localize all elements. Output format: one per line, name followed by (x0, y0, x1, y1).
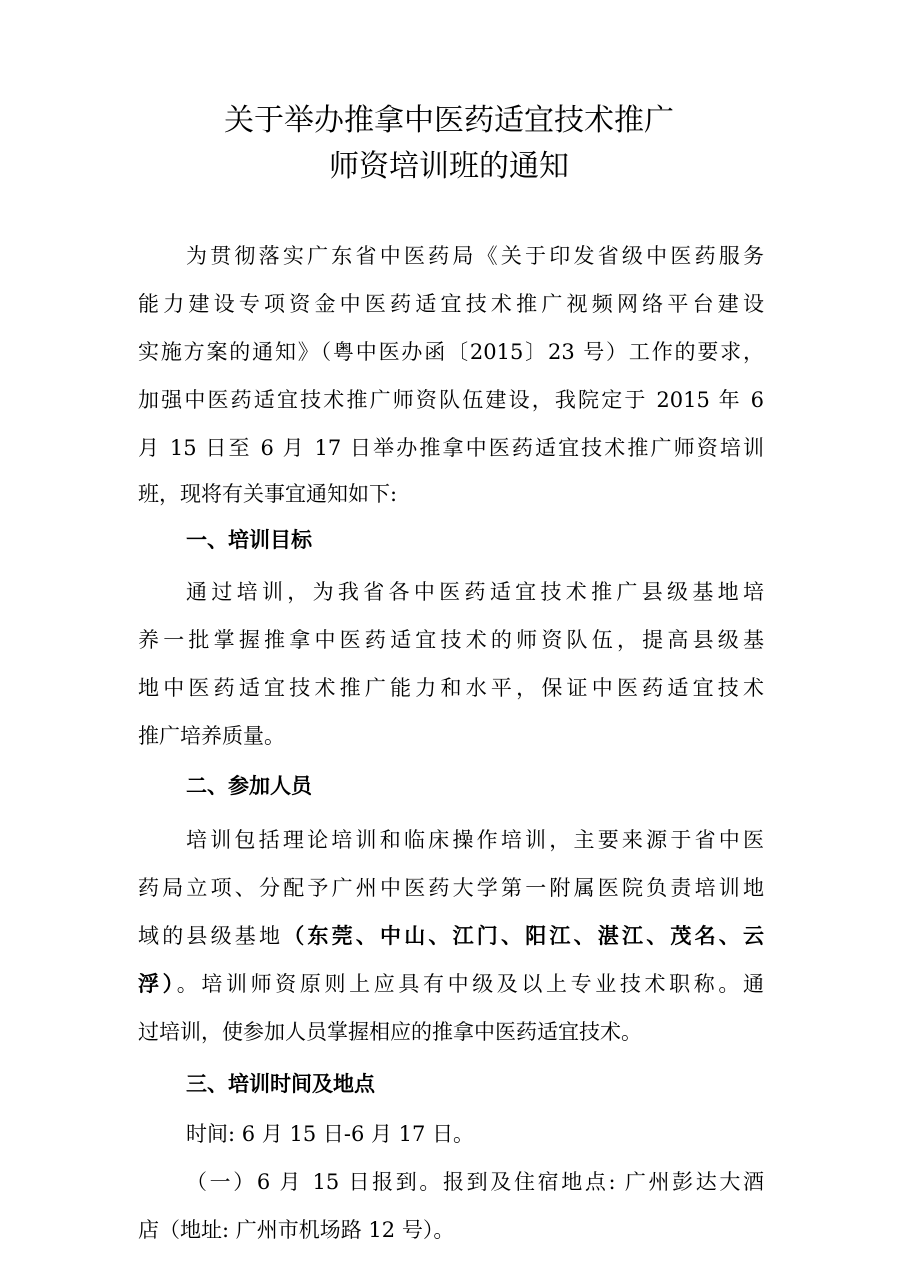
section2-line3-text: 域的县级基地 (138, 924, 284, 948)
document-title-line-2: 师资培训班的通知 (329, 149, 569, 184)
section2-line: 培训包括理论培训和临床操作培训，主要来源于省中医 (186, 828, 764, 852)
intro-line: 加强中医药适宜技术推广师资队伍建设，我院定于 2015 年 6 (138, 388, 764, 412)
section-heading-time-place: 三、培训时间及地点 (186, 1072, 375, 1096)
section1-line: 地中医药适宜技术推广能力和水平，保证中医药适宜技术 (138, 676, 764, 700)
cities-list-bold: （东莞、中山、江门、阳江、湛江、茂名、云 (283, 924, 764, 948)
cities-list-bold-end: 浮） (138, 972, 177, 996)
intro-line: 为贯彻落实广东省中医药局《关于印发省级中医药服务 (186, 244, 764, 268)
section-heading-training-goal: 一、培训目标 (186, 528, 312, 552)
intro-line: 实施方案的通知》（粤中医办函〔2015〕23 号）工作的要求， (138, 340, 764, 364)
intro-line: 能力建设专项资金中医药适宜技术推广视频网络平台建设 (138, 292, 764, 316)
intro-line: 班，现将有关事宜通知如下: (138, 482, 398, 506)
section1-line: 养一批掌握推拿中医药适宜技术的师资队伍，提高县级基 (138, 628, 764, 652)
section2-line: 药局立项、分配予广州中医药大学第一附属医院负责培训地 (138, 876, 764, 900)
section2-line (138, 966, 764, 1002)
section1-line: 推广培养质量。 (138, 724, 285, 748)
section-heading-participants: 二、参加人员 (186, 774, 312, 798)
intro-line: 月 15 日至 6 月 17 日举办推拿中医药适宜技术推广师资培训 (138, 436, 764, 460)
document-title-line-1: 关于举办推拿中医药适宜技术推广 (224, 103, 674, 138)
section2-line: 过培训，使参加人员掌握相应的推拿中医药适宜技术。 (138, 1020, 642, 1044)
training-time: 时间: 6 月 15 日-6 月 17 日。 (186, 1122, 475, 1146)
section1-line: 通过培训，为我省各中医药适宜技术推广县级基地培 (186, 580, 764, 604)
section2-line4-text: 。培训师资原则上应具有中级及以上专业技术职称。通 (176, 972, 764, 996)
section2-line (138, 918, 764, 954)
registration-line: （一）6 月 15 日报到。报到及住宿地点: 广州彭达大酒 (186, 1170, 764, 1194)
registration-line: 店（地址: 广州市机场路 12 号）。 (138, 1218, 455, 1242)
